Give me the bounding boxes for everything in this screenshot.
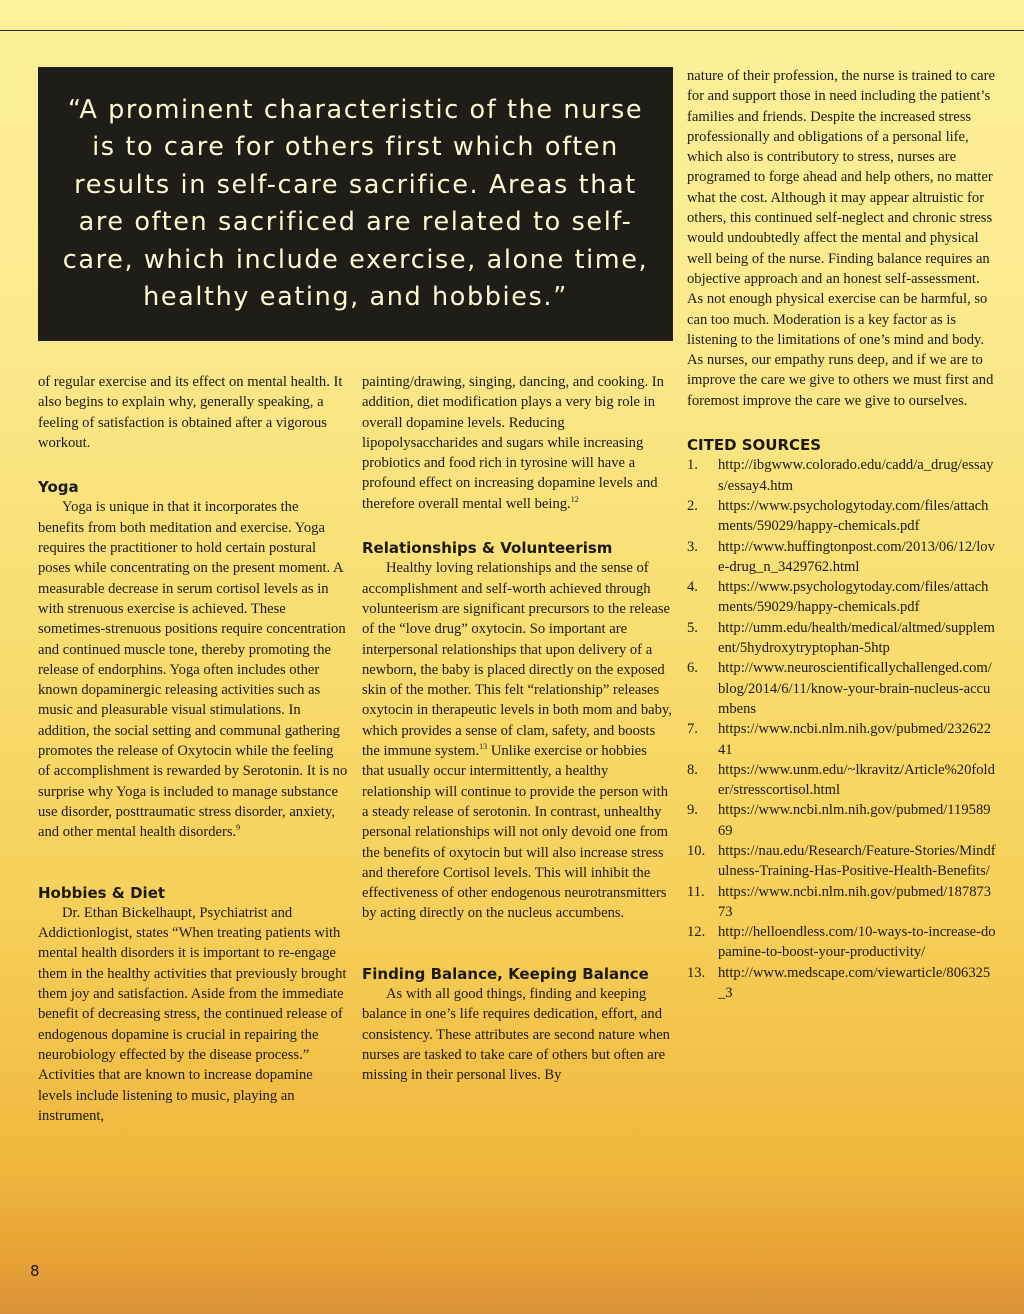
diet-text: painting/drawing, singing, dancing, and cooking. In addition, diet modification plays a very big role in overall dopamine levels. Reducing lipopolysaccharides and sugars while increasing probiotics and food rich in tyrosine will have a profound effect on increasing dopamine levels and therefore overall mental well being. — [362, 374, 664, 512]
yoga-text: Yoga is unique in that it incorporates the benefits from both meditation and exercise. Yoga requires the practitioner to hold certain postural poses while concentrating on the present moment. A measurable decrease in serum cortisol levels as in with strenuous exercise is achieved. These sometimes-strenuous positions require concentration and continued muscle tone, thereby promoting the release of endorphins. Yoga often includes other known dopaminergic releasing activities such as music and pleasurable visual stimulations. In addition, the social setting and communal gathering promotes the release of Oxytocin while the feeling of accomplishment is rewarded by Serotonin. It is no surprise why Yoga is included to manage substance use disorder, posttraumatic stress disorder, anxiety, and other mental health disorders. — [38, 499, 348, 841]
source-number: 1. — [687, 457, 698, 474]
source-link[interactable]: http://www.huffingtonpost.com/2013/06/12/love-drug_n_3429762.html — [718, 538, 995, 575]
source-number: 6. — [687, 660, 698, 677]
source-item — [687, 577, 997, 618]
source-item — [687, 882, 997, 923]
source-link[interactable]: https://www.ncbi.nlm.nih.gov/pubmed/11958969 — [718, 802, 991, 839]
footnote-ref: 9 — [236, 823, 241, 833]
source-item — [687, 455, 997, 496]
page-number: 8 — [30, 1262, 40, 1280]
source-number: 8. — [687, 761, 698, 778]
source-link[interactable]: https://nau.edu/Research/Feature-Stories/Mindfulness-Training-Has-Positive-Health-Benefits/ — [718, 842, 996, 880]
source-item — [687, 922, 997, 963]
source-link[interactable]: https://www.psychologytoday.com/files/attachments/59029/happy-chemicals.pdf — [718, 579, 989, 616]
cited-sources-list — [687, 455, 997, 1003]
intro-paragraph: of regular exercise and its effect on mental health. It also begins to explain why, generally speaking, a feeling of satisfaction is obtained after a vigorous workout. — [38, 374, 343, 451]
source-number: 4. — [687, 579, 698, 596]
source-link[interactable]: http://umm.edu/health/medical/altmed/supplement/5hydroxytryptophan-5htp — [718, 619, 995, 657]
column-right — [687, 66, 997, 1003]
source-number: 9. — [687, 802, 698, 819]
pull-quote-text: “A prominent characteristic of the nurse is to care for others first which often results in self-care sacrifice. Areas that are often sacrificed are related to self-care, which include exercise, alone time, healthy eating, and hobbies.” — [62, 94, 649, 312]
source-item — [687, 760, 997, 801]
balance-continued-paragraph: nature of their profession, the nurse is trained to care for and support those in need including the patient’s families and friends. Despite the increased stress professionally and obligations of a personal life, which also is contributory to stress, nurses are programed to forge ahead and help others, no matter what the cost. Although it may appear altruistic for others, this continued self-neglect and chronic stress would undoubtedly affect the mental and physical well being of the nurse. Finding balance requires an objective approach and an honest self-assessment. As not enough physical exercise can be harmful, so can too much. Moderation is a key factor as is listening to the limitations of one’s mind and body. As nurses, our empathy runs deep, and if we are to improve the care we give to others we must first and foremost improve the care we give to ourselves. — [687, 68, 995, 409]
source-link[interactable]: http://helloendless.com/10-ways-to-increase-dopamine-to-boost-your-productivity/ — [718, 924, 996, 961]
source-item — [687, 618, 997, 659]
source-link[interactable]: https://www.ncbi.nlm.nih.gov/pubmed/23262241 — [718, 721, 992, 758]
source-number: 5. — [687, 619, 698, 636]
source-item — [687, 719, 997, 760]
source-item — [687, 841, 997, 882]
relationships-text-2: Unlike exercise or hobbies that usually occur intermittently, a healthy relationship will continue to provide the person with a steady release of serotonin. In contrast, unhealthy personal relationships will not only devoid one from the benefits of oxytocin but will also increase stress and therefore Cortisol levels. This will inhibit the effectiveness of other endogenous neurotransmitters by acting directly on the nucleus accumbens. — [362, 743, 669, 922]
relationships-heading: Relationships & Volunteerism — [362, 539, 613, 558]
source-link[interactable]: https://www.psychologytoday.com/files/attachments/59029/happy-chemicals.pdf — [718, 497, 989, 535]
column-middle — [362, 372, 672, 1086]
source-number: 7. — [687, 721, 698, 738]
hobbies-paragraph: Dr. Ethan Bickelhaupt, Psychiatrist and Addictionlogist, states “When treating patients with mental health disorders it is important to re-engage them in the healthy activities that previously brought them joy and satisfaction. Aside from the immediate benefit of decreasing stress, the continued release of endogenous dopamine is crucial in repairing the neurobiology effected by the disease process.” Activities that are known to increase dopamine levels include listening to music, playing an instrument, — [38, 904, 347, 1124]
source-link[interactable]: https://www.ncbi.nlm.nih.gov/pubmed/18787373 — [718, 883, 992, 920]
balance-heading: Finding Balance, Keeping Balance — [362, 964, 649, 983]
diet-paragraph — [362, 372, 672, 514]
source-item — [687, 496, 997, 537]
yoga-paragraph — [38, 497, 348, 842]
source-number: 2. — [687, 497, 698, 514]
yoga-heading: Yoga — [38, 478, 79, 497]
source-number: 10. — [687, 842, 706, 859]
footnote-ref: 12 — [570, 494, 579, 504]
pull-quote-box — [38, 67, 673, 341]
cited-sources-heading: CITED SOURCES — [687, 436, 822, 455]
relationships-paragraph — [362, 558, 672, 923]
source-link[interactable]: http://ibgwww.colorado.edu/cadd/a_drug/essays/essay4.htm — [718, 457, 994, 494]
source-link[interactable]: http://www.neuroscientificallychallenged.com/blog/2014/6/11/know-your-brain-nucleus-accumbens — [718, 660, 992, 717]
source-item — [687, 800, 997, 841]
source-item — [687, 963, 997, 1004]
source-link[interactable]: http://www.medscape.com/viewarticle/806325_3 — [718, 964, 991, 1002]
footnote-ref: 13 — [479, 742, 488, 752]
column-left — [38, 372, 348, 1126]
source-link[interactable]: https://www.unm.edu/~lkravitz/Article%20folder/stresscortisol.html — [718, 761, 995, 799]
source-number: 12. — [687, 924, 706, 941]
relationships-text-1: Healthy loving relationships and the sense of accomplishment and self-worth achieved through volunteerism are significant precursors to the release of the “love drug” oxytocin. So important are interpersonal relationships that upon delivery of a newborn, the baby is placed directly on the exposed skin of the mother. This felt “relationship” releases oxytocin in therapeutic levels in both mom and baby, which provides a sense of clam, safety, and boosts the immune system. — [362, 560, 672, 760]
source-number: 3. — [687, 538, 698, 555]
source-item — [687, 537, 997, 578]
balance-paragraph: As with all good things, finding and keeping balance in one’s life requires dedication, effort, and consistency. These attributes are second nature when nurses are tasked to take care of others but often are missing in their personal lives. By — [362, 986, 670, 1084]
source-number: 13. — [687, 964, 706, 981]
source-item — [687, 658, 997, 719]
source-number: 11. — [687, 883, 705, 900]
top-rule — [0, 30, 1024, 31]
hobbies-heading: Hobbies & Diet — [38, 883, 166, 902]
